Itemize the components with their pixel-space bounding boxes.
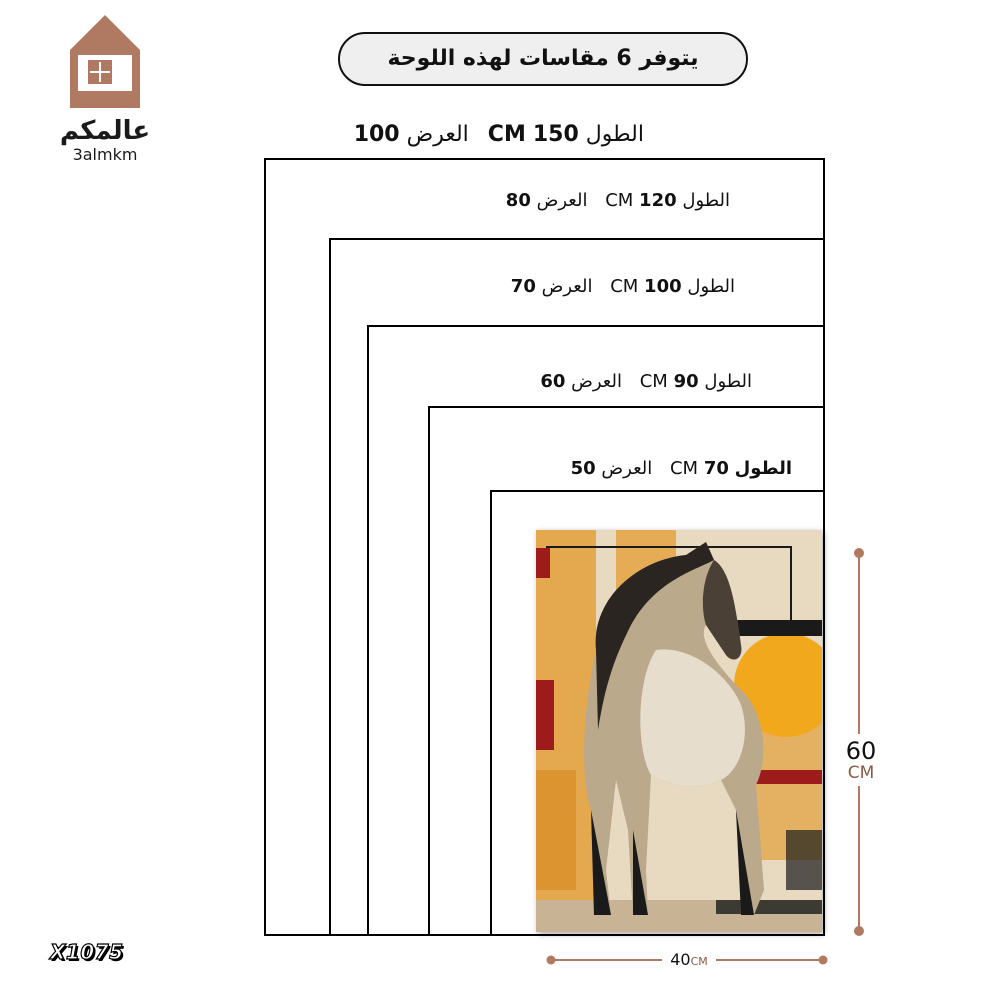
length-label: الطول: [734, 458, 792, 479]
length-value: 90: [673, 371, 699, 392]
width-dimension-label: [662, 950, 716, 972]
width-value: 100: [353, 122, 400, 147]
width-label: العرض: [536, 190, 588, 211]
size-label-90x60: [540, 371, 752, 392]
unit-label: CM: [605, 190, 634, 211]
length-value: 150: [532, 122, 579, 147]
width-unit: CM: [690, 955, 708, 968]
width-value: 70: [510, 276, 536, 297]
length-label: الطول: [682, 190, 730, 211]
size-label-100x70: [511, 276, 735, 297]
width-label: العرض: [406, 122, 469, 147]
unit-label: CM: [669, 458, 699, 479]
size-label-150x100: [354, 122, 644, 147]
brand-name-arabic: عالمكم: [59, 116, 151, 146]
width-value: 40: [670, 950, 691, 969]
length-value: 70: [703, 458, 729, 479]
length-value: 100: [644, 276, 682, 297]
height-dimension-label: [834, 734, 888, 786]
width-value: 60: [540, 371, 566, 392]
length-label: الطول: [704, 371, 752, 392]
width-label: العرض: [571, 371, 622, 392]
width-value: 50: [570, 458, 596, 479]
horse-painting-image: [536, 530, 822, 932]
sizes-available-banner: يتوفر 6 مقاسات لهذه اللوحة: [338, 32, 748, 86]
length-label: الطول: [687, 276, 735, 297]
length-value: 120: [639, 190, 677, 211]
width-label: العرض: [601, 458, 653, 479]
unit-label: CM: [639, 371, 668, 392]
unit-label: CM: [487, 122, 526, 147]
size-label-70x50: [571, 458, 792, 479]
width-value: 80: [505, 190, 531, 211]
product-code: X1075: [50, 940, 124, 964]
height-unit: CM: [847, 763, 875, 783]
size-label-120x80: [506, 190, 730, 211]
brand-name-latin: 3almkm: [72, 145, 138, 164]
length-label: الطول: [585, 122, 644, 147]
height-value: 60: [845, 737, 877, 765]
unit-label: CM: [610, 276, 639, 297]
width-label: العرض: [541, 276, 593, 297]
